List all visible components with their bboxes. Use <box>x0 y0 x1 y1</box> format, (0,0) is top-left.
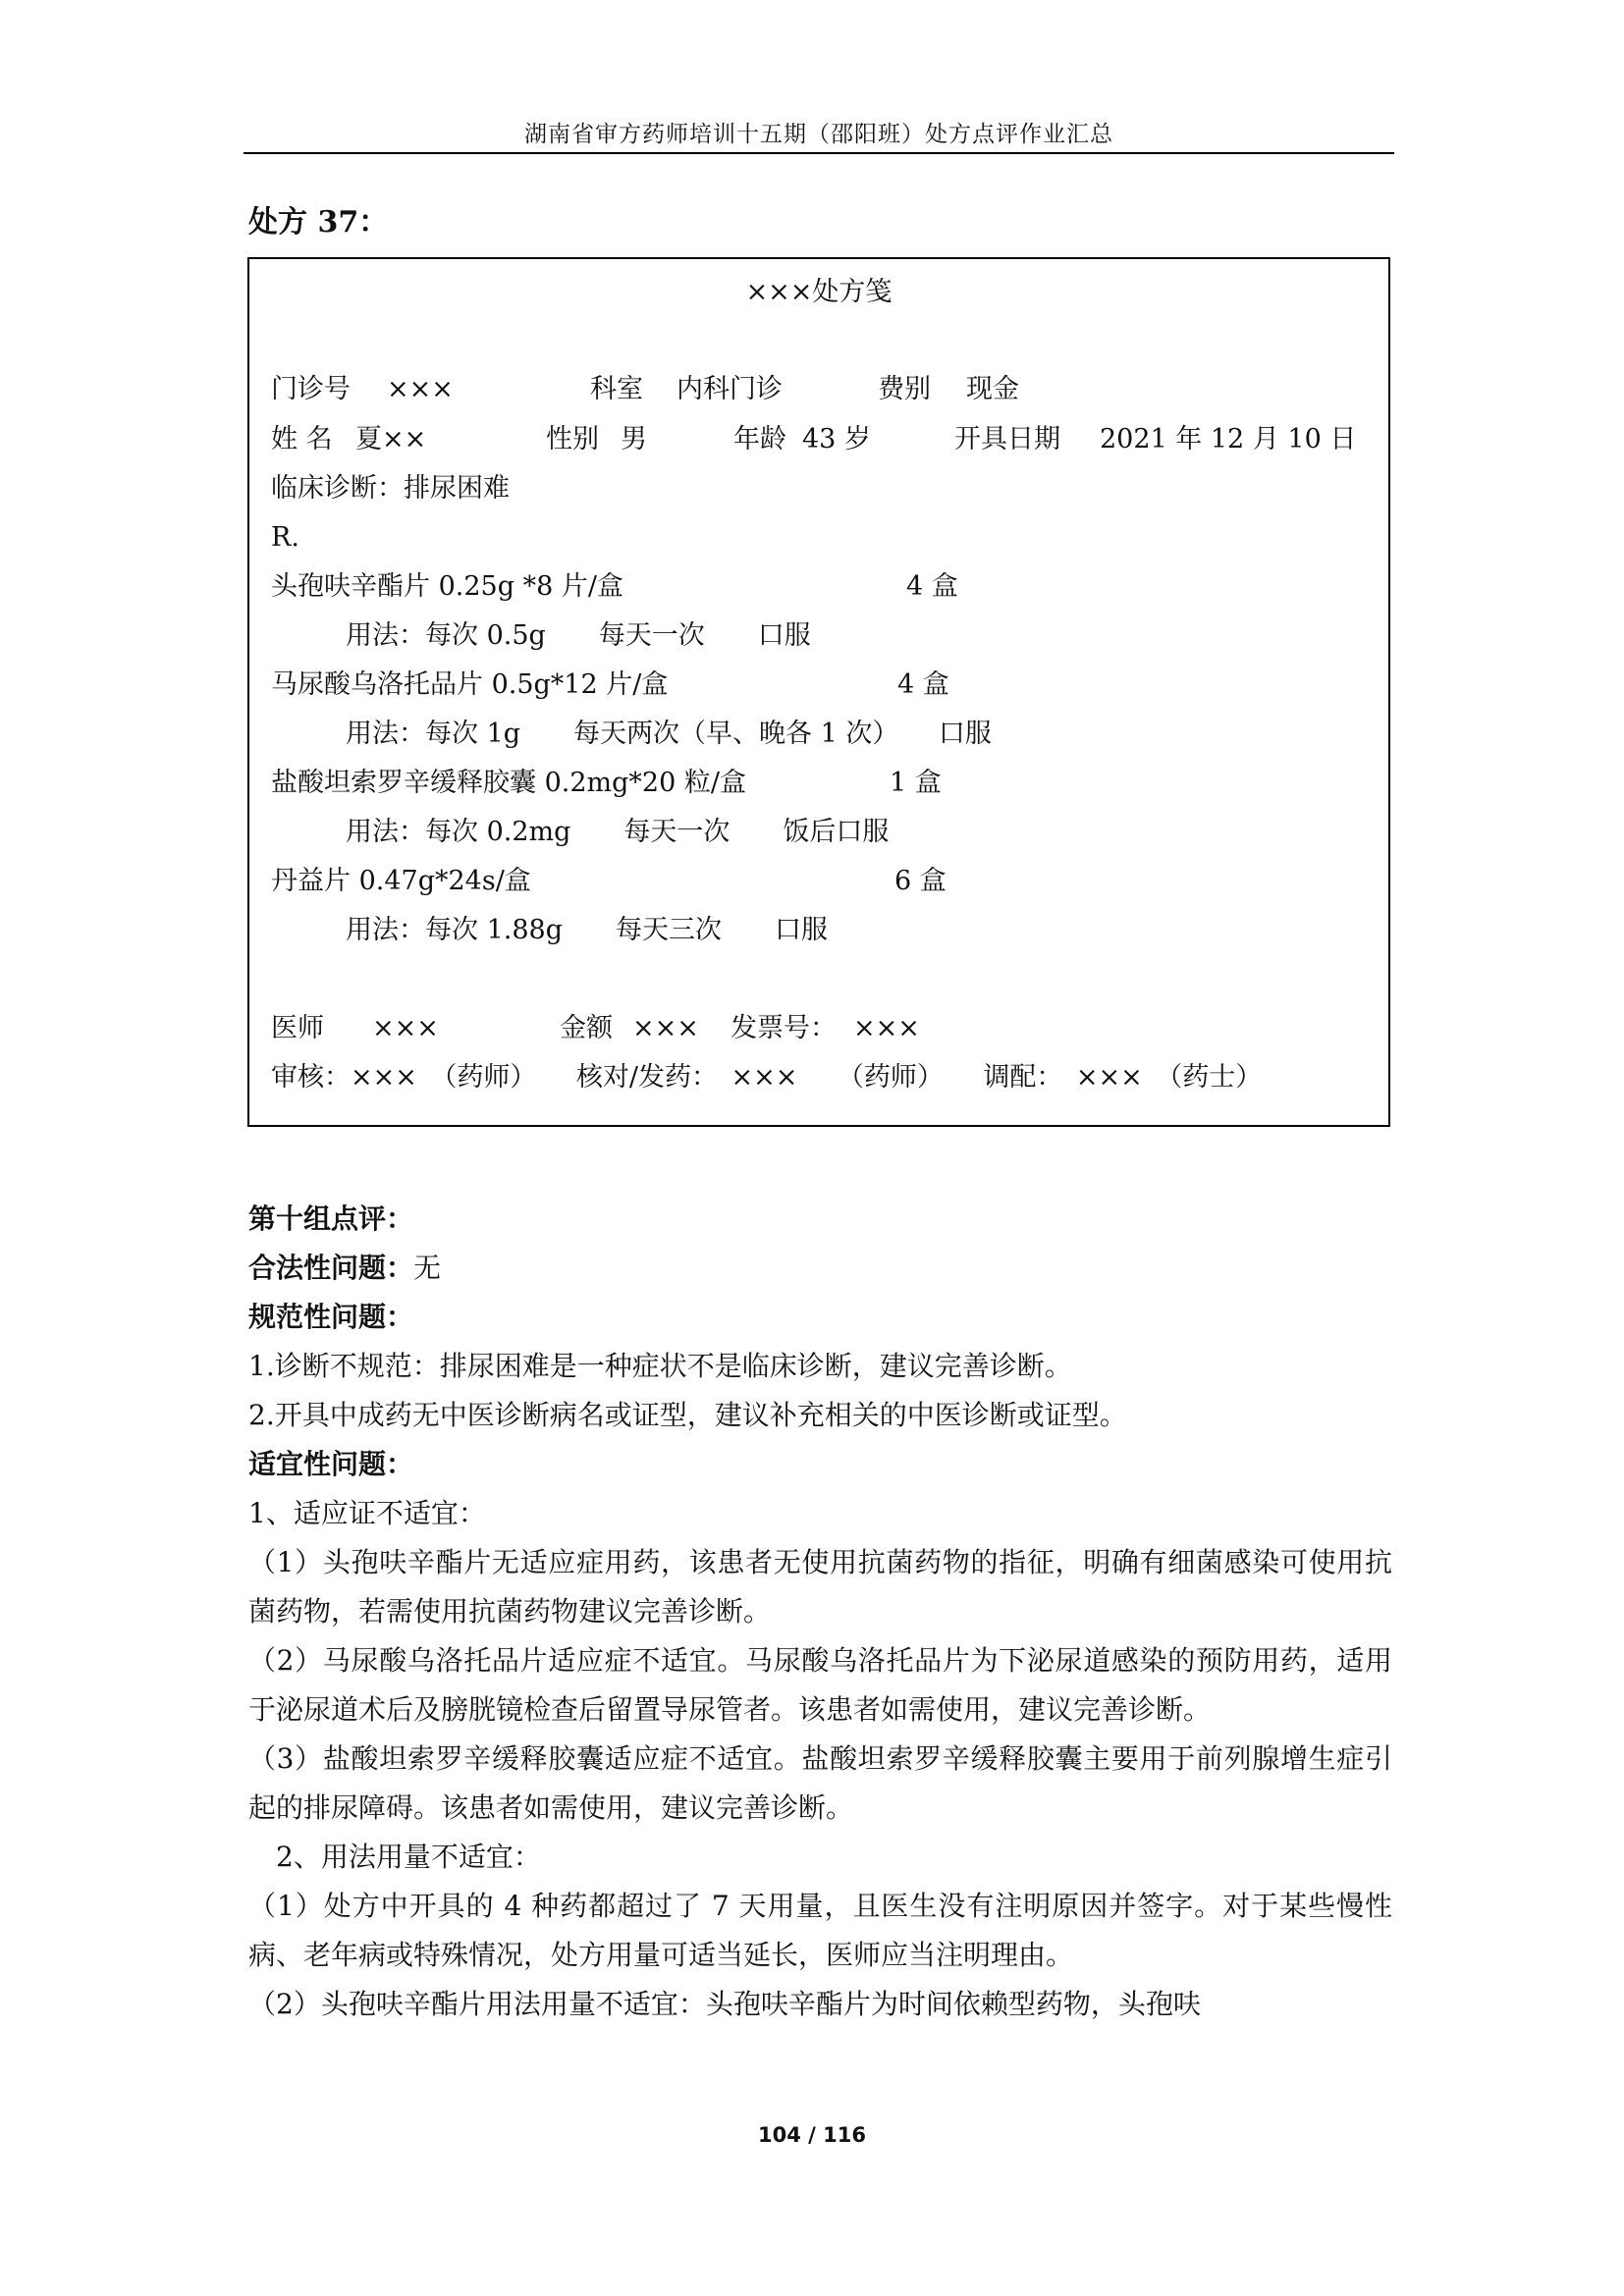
drug-quantity: 6 盒 <box>894 866 947 896</box>
invoice-label: 发票号： <box>731 1013 837 1043</box>
section2-item: （1）处方中开具的 4 种药都超过了 7 天用量，且医生没有注明原因并签字。对于某些慢性病、老年病或特殊情况，处方用量可适当延长，医师应当注明理由。 <box>248 1890 1392 1971</box>
prescription-slip <box>247 257 1390 1127</box>
drug-usage: 用法：每次 1.88g 每天三次 口服 <box>346 915 828 945</box>
drug-usage: 用法：每次 0.2mg 每天一次 饭后口服 <box>346 817 890 847</box>
amount-value: ××× <box>632 1013 699 1043</box>
invoice-value: ××× <box>853 1013 920 1043</box>
section1-item: （1）头孢呋辛酯片无适应症用药，该患者无使用抗菌药物的指征，明确有细菌感染可使用抗菌药物，若需使用抗菌药物建议完善诊断。 <box>248 1546 1392 1628</box>
drug-usage: 用法：每次 0.5g 每天一次 口服 <box>346 620 811 651</box>
patient-name-label: 姓 名 <box>271 424 333 454</box>
department-label: 科室 <box>590 374 643 404</box>
legality-value: 无 <box>413 1252 442 1284</box>
review-group-title: 第十组点评： <box>248 1202 414 1235</box>
patient-name-value: 夏×× <box>355 424 427 454</box>
legality-label: 合法性问题： <box>248 1252 414 1284</box>
review-section <box>248 1195 1392 2029</box>
standard-item: 2.开具中成药无中医诊断病名或证型，建议补充相关的中医诊断或证型。 <box>248 1399 1127 1431</box>
document-header-title: 湖南省审方药师培训十五期（邵阳班）处方点评作业汇总 <box>524 122 1113 147</box>
section1-item: （2）马尿酸乌洛托品片适应症不适宜。马尿酸乌洛托品片为下泌尿道感染的预防用药，适用于泌尿道术后及膀胱镜检查后留置导尿管者。该患者如需使用，建议完善诊断。 <box>248 1644 1392 1726</box>
clinical-diagnosis: 临床诊断：排尿困难 <box>271 473 510 504</box>
drug-name: 头孢呋辛酯片 0.25g *8 片/盒 <box>271 571 623 602</box>
slip-title: ×××处方笺 <box>745 277 893 307</box>
doctor-value: ××× <box>372 1013 439 1043</box>
doctor-label: 医师 <box>271 1013 324 1043</box>
fee-type-label: 费别 <box>878 374 931 404</box>
amount-label: 金额 <box>560 1013 613 1043</box>
standard-label: 规范性问题： <box>248 1301 414 1333</box>
department-value: 内科门诊 <box>677 374 783 404</box>
age-value: 43 岁 <box>802 424 871 454</box>
drug-usage: 用法：每次 1g 每天两次（早、晚各 1 次） 口服 <box>346 719 992 749</box>
clinic-no-label: 门诊号 <box>271 374 351 404</box>
section1-item: （3）盐酸坦索罗辛缓释胶囊适应症不适宜。盐酸坦索罗辛缓释胶囊主要用于前列腺增生症引起的排尿障碍。该患者如需使用，建议完善诊断。 <box>248 1742 1392 1824</box>
legality-line <box>248 1244 1392 1293</box>
sex-label: 性别 <box>546 424 599 454</box>
standard-item: 1.诊断不规范：排尿困难是一种症状不是临床诊断，建议完善诊断。 <box>248 1350 1072 1382</box>
sex-value: 男 <box>621 424 647 454</box>
drug-name: 丹益片 0.47g*24s/盒 <box>271 866 531 896</box>
drug-quantity: 1 盒 <box>890 768 942 798</box>
clinic-no-value: ××× <box>387 374 454 404</box>
age-label: 年龄 <box>733 424 786 454</box>
issue-date-label: 开具日期 <box>954 424 1060 454</box>
fee-type-value: 现金 <box>966 374 1019 404</box>
section2-title: 2、用法用量不适宜： <box>276 1841 541 1873</box>
drug-name: 马尿酸乌洛托品片 0.5g*12 片/盒 <box>271 669 669 700</box>
rx-mark: R. <box>271 522 299 553</box>
suitability-label: 适宜性问题： <box>248 1448 414 1480</box>
drug-quantity: 4 盒 <box>897 669 949 700</box>
audit-signature-line: 审核：××× （药师） 核对/发药： ××× （药师） 调配： ××× （药士） <box>271 1062 1263 1093</box>
section1-title: 1、适应证不适宜： <box>248 1497 486 1529</box>
issue-date-value: 2021 年 12 月 10 日 <box>1100 424 1357 454</box>
prescription-label: 处方 37： <box>248 205 389 240</box>
drug-quantity: 4 盒 <box>906 571 958 602</box>
section2-item: （2）头孢呋辛酯片用法用量不适宜：头孢呋辛酯片为时间依赖型药物，头孢呋 <box>248 1988 1201 2020</box>
drug-name: 盐酸坦索罗辛缓释胶囊 0.2mg*20 粒/盒 <box>271 768 746 798</box>
page-number: 104 / 116 <box>758 2123 866 2147</box>
header-divider <box>244 152 1394 154</box>
